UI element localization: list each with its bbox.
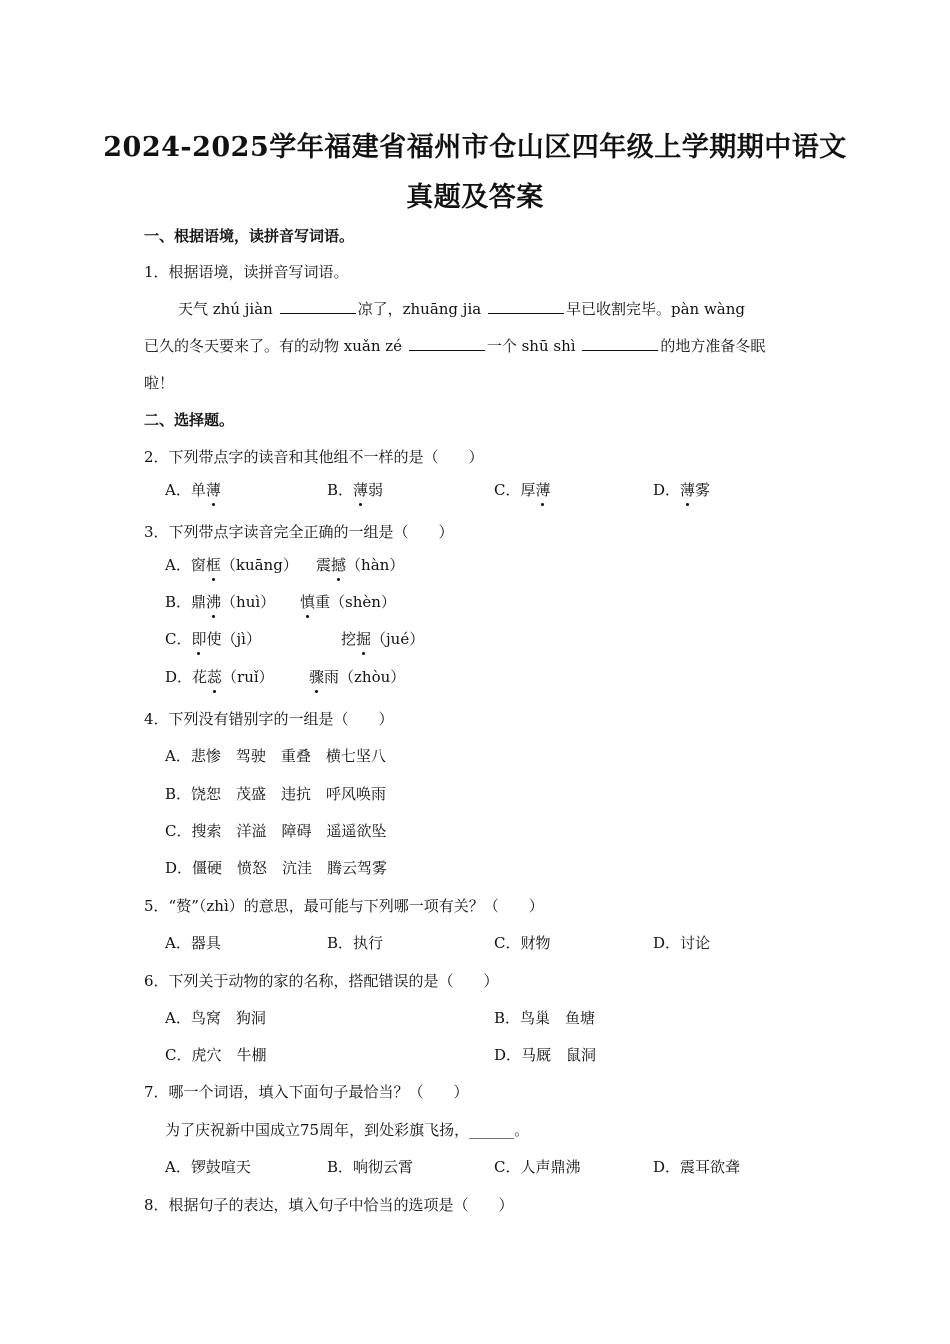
q2-option-a[interactable]: A．单薄 xyxy=(165,481,221,499)
q1-paragraph-line1 xyxy=(178,299,745,319)
doc-title-line2: 真题及答案 xyxy=(406,182,544,213)
section-heading-2: 二、选择题。 xyxy=(144,411,235,429)
answer-blank[interactable] xyxy=(409,336,485,351)
q7-sentence: 为了庆祝新中国成立75周年，到处彩旗飞扬，______。 xyxy=(165,1121,530,1139)
q6-option-b[interactable]: B．鸟巢 鱼塘 xyxy=(494,1009,596,1027)
q5-option-c[interactable]: C．财物 xyxy=(494,934,551,952)
q6-stem: 6．下列关于动物的家的名称，搭配错误的是（ ） xyxy=(144,972,499,990)
q2-option-b[interactable]: B．薄弱 xyxy=(327,481,384,499)
answer-blank[interactable] xyxy=(582,336,658,351)
q7-stem: 7．哪一个词语，填入下面句子最恰当？（ ） xyxy=(144,1083,469,1101)
q1-text: 已久的冬天要来了。有的动物 xuǎn zé xyxy=(144,337,403,355)
q3-option-d[interactable]: D．花蕊（ruǐ） xyxy=(165,668,274,686)
answer-blank[interactable] xyxy=(488,299,564,314)
q6-option-d[interactable]: D．马厩 鼠洞 xyxy=(494,1046,597,1064)
q1-text: 早已收割完毕。pàn wàng xyxy=(565,300,745,318)
q3-option-a-word2: 震撼（hàn） xyxy=(316,556,405,574)
q5-option-b[interactable]: B．执行 xyxy=(327,934,384,952)
q1-text: 天气 zhú jiàn xyxy=(178,300,273,318)
q3-option-c[interactable]: C．即使（jì） xyxy=(165,630,261,648)
q4-stem: 4．下列没有错别字的一组是（ ） xyxy=(144,710,394,728)
q4-option-b[interactable]: B．饶恕 茂盛 违抗 呼风唤雨 xyxy=(165,785,387,803)
q1-text: 的地方准备冬眠 xyxy=(660,337,766,355)
q2-stem: 2．下列带点字的读音和其他组不一样的是（ ） xyxy=(144,448,484,466)
q7-option-a[interactable]: A．锣鼓喧天 xyxy=(165,1158,251,1176)
q4-option-a[interactable]: A．悲惨 驾驶 重叠 横七坚八 xyxy=(165,747,386,765)
q8-stem: 8．根据句子的表达，填入句子中恰当的选项是（ ） xyxy=(144,1196,514,1214)
q1-paragraph-line3: 啦！ xyxy=(144,374,175,392)
q7-option-d[interactable]: D．震耳欲聋 xyxy=(653,1158,741,1176)
q5-option-d[interactable]: D．讨论 xyxy=(653,934,711,952)
q3-option-c-word2: 挖掘（jué） xyxy=(341,630,425,648)
answer-blank[interactable] xyxy=(280,299,356,314)
q6-option-a[interactable]: A．鸟窝 狗洞 xyxy=(165,1009,266,1027)
q5-stem: 5．“赘”（zhì）的意思，最可能与下列哪一项有关？（ ） xyxy=(144,897,544,915)
q2-option-c[interactable]: C．厚薄 xyxy=(494,481,551,499)
q1-paragraph-line2 xyxy=(144,336,765,356)
q4-option-c[interactable]: C．搜索 洋溢 障碍 遥遥欲坠 xyxy=(165,822,387,840)
q3-option-b-word2: 慎重（shèn） xyxy=(300,593,396,611)
q1-text: 凉了，zhuāng jia xyxy=(357,300,482,318)
doc-title-line1: 2024-2025学年福建省福州市仓山区四年级上学期期中语文 xyxy=(103,132,847,163)
q5-option-a[interactable]: A．器具 xyxy=(165,934,221,952)
q3-option-a[interactable]: A．窗框（kuāng） xyxy=(165,556,298,574)
q4-option-d[interactable]: D．僵硬 愤怒 沆洼 腾云驾雾 xyxy=(165,859,388,877)
q1-text: 一个 shū shì xyxy=(486,337,576,355)
q6-option-c[interactable]: C．虎穴 牛棚 xyxy=(165,1046,267,1064)
q3-stem: 3．下列带点字读音完全正确的一组是（ ） xyxy=(144,523,454,541)
q7-option-b[interactable]: B．响彻云霄 xyxy=(327,1158,414,1176)
q3-option-b[interactable]: B．鼎沸（huì） xyxy=(165,593,276,611)
q7-option-c[interactable]: C．人声鼎沸 xyxy=(494,1158,581,1176)
q1-stem: 1．根据语境，读拼音写词语。 xyxy=(144,263,349,281)
section-heading-1: 一、根据语境，读拼音写词语。 xyxy=(144,227,355,245)
q2-option-d[interactable]: D．薄雾 xyxy=(653,481,711,499)
q3-option-d-word2: 骤雨（zhòu） xyxy=(309,668,406,686)
